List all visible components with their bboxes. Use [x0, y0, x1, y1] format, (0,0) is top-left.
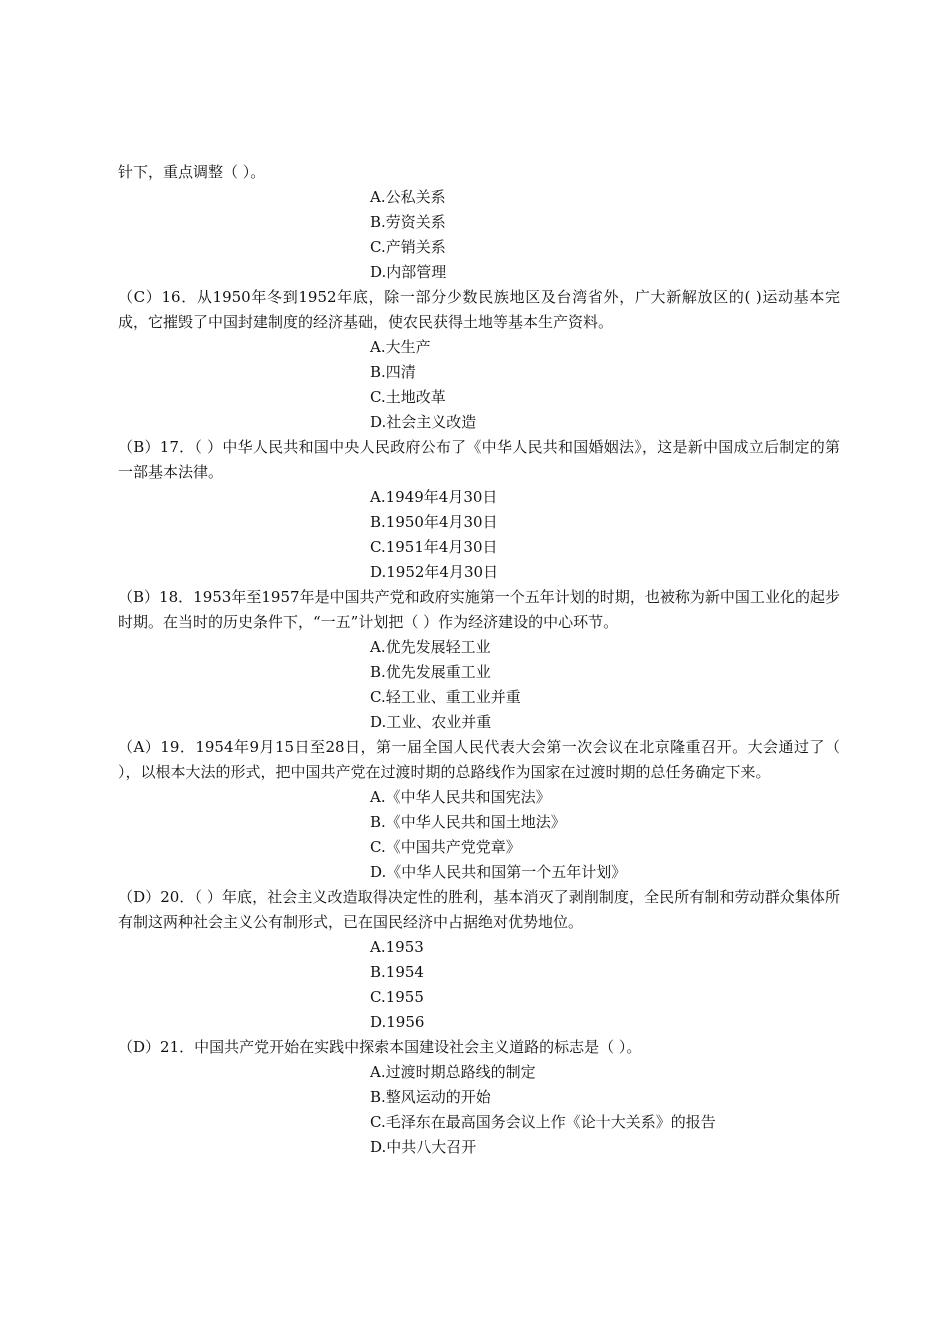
- option-b: B.《中华人民共和国土地法》: [370, 813, 566, 831]
- question-text: （A）19．1954年9月15日至28日，第一届全国人民代表大会第一次会议在北京隆重召开。大会通过了（ ），以根本大法的形式，把中国共产党在过渡时期的总路线作为国家在过渡时期的总任务确定下来。: [118, 738, 840, 781]
- option-d: D.《中华人民共和国第一个五年计划》: [370, 863, 627, 881]
- question-text: （B）18．1953年至1957年是中国共产党和政府实施第一个五年计划的时期，也被称为新中国工业化的起步时期。在当时的历史条件下，“一五”计划把（ ）作为经济建设的中心环节。: [118, 588, 840, 631]
- question-18: [118, 585, 840, 735]
- option-c: C.轻工业、重工业并重: [370, 688, 521, 706]
- question-text: （D）21．中国共产党开始在实践中探索本国建设社会主义道路的标志是（ ）。: [118, 1038, 642, 1056]
- question-continuation: 针下，重点调整（ ）。: [118, 163, 266, 181]
- document-page: [118, 160, 840, 1160]
- question-text: （B）17．（ ）中华人民共和国中央人民政府公布了《中华人民共和国婚姻法》，这是新中国成立后制定的第一部基本法律。: [118, 438, 840, 481]
- option-a: A.1949年4月30日: [370, 488, 498, 506]
- question-21: [118, 1035, 840, 1160]
- question-16: [118, 285, 840, 435]
- option-b: B.整风运动的开始: [370, 1088, 491, 1106]
- question-19: [118, 735, 840, 885]
- option-d: D.内部管理: [370, 263, 447, 281]
- option-a: A.《中华人民共和国宪法》: [370, 788, 551, 806]
- option-a: A.优先发展轻工业: [370, 638, 491, 656]
- option-b: B.1950年4月30日: [370, 513, 498, 531]
- option-a: A.1953: [370, 938, 424, 956]
- option-d: D.社会主义改造: [370, 413, 477, 431]
- option-b: B.1954: [370, 963, 424, 981]
- option-c: C.土地改革: [370, 388, 446, 406]
- option-c: C.产销关系: [370, 238, 446, 256]
- option-a: A.大生产: [370, 338, 431, 356]
- option-d: D.工业、农业并重: [370, 713, 492, 731]
- option-d: D.1956: [370, 1013, 425, 1031]
- question-text: （D）20．（ ）年底，社会主义改造取得决定性的胜利，基本消灭了剥削制度，全民所有制和劳动群众集体所有制这两种社会主义公有制形式，已在国民经济中占据绝对优势地位。: [118, 888, 840, 931]
- option-c: C.1951年4月30日: [370, 538, 498, 556]
- question-20: [118, 885, 840, 1035]
- option-c: C.毛泽东在最高国务会议上作《论十大关系》的报告: [370, 1113, 716, 1131]
- option-c: C.《中国共产党党章》: [370, 838, 521, 856]
- option-b: B.优先发展重工业: [370, 663, 491, 681]
- option-a: A.过渡时期总路线的制定: [370, 1063, 536, 1081]
- question-text: （C）16．从1950年冬到1952年底，除一部分少数民族地区及台湾省外，广大新解放区的( )运动基本完成，它摧毁了中国封建制度的经济基础，使农民获得土地等基本生产资料。: [118, 288, 840, 331]
- question-17: [118, 435, 840, 585]
- option-a: A.公私关系: [370, 188, 446, 206]
- option-d: D.中共八大召开: [370, 1138, 477, 1156]
- option-b: B.劳资关系: [370, 213, 446, 231]
- option-c: C.1955: [370, 988, 424, 1006]
- option-list: [118, 185, 840, 285]
- option-b: B.四清: [370, 363, 416, 381]
- option-d: D.1952年4月30日: [370, 563, 499, 581]
